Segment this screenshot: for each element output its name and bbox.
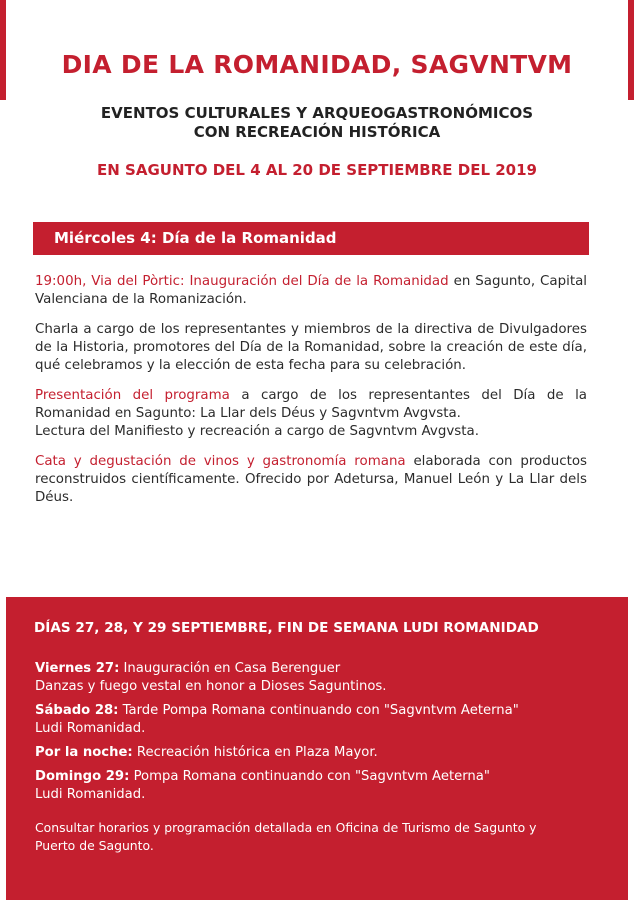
schedule-label: Domingo 29: xyxy=(35,769,130,784)
paragraph-inauguracion xyxy=(35,273,587,309)
schedule-label: Por la noche: xyxy=(35,745,133,760)
schedule-label: Sábado 28: xyxy=(35,703,119,718)
subtitle-line-2: CON RECREACIÓN HISTÓRICA xyxy=(193,123,441,141)
weekend-section xyxy=(6,597,628,900)
schedule-item-domingo xyxy=(35,768,530,804)
schedule-item-viernes xyxy=(35,660,530,696)
page-title: DIA DE LA ROMANIDAD, SAGVNTVM xyxy=(61,50,573,79)
day-1-content xyxy=(35,273,587,519)
schedule-text-line2: Danzas y fuego vestal en honor a Dioses Saguntinos. xyxy=(35,679,387,694)
day-heading-miercoles: Miércoles 4: Día de la Romanidad xyxy=(33,222,589,255)
info-note: Consultar horarios y programación detallada en Oficina de Turismo de Sagunto y Puerto de Sagunto. xyxy=(35,820,537,853)
paragraph-charla: Charla a cargo de los representantes y miembros de la directiva de Divulgadores de la Historia, promotores del Día de la Romanidad, sobre la creación de este día, qué celebramos y la elección de esta fecha para su celebración. xyxy=(35,322,587,373)
schedule-text-line2: Ludi Romanidad. xyxy=(35,787,146,802)
schedule-item-sabado xyxy=(35,702,530,738)
weekend-heading: DÍAS 27, 28, Y 29 SEPTIEMBRE, FIN DE SEMANA LUDI ROMANIDAD xyxy=(34,620,539,636)
paragraph-presentacion-text: a cargo de los representantes del Día de la Romanidad en Sagunto: La Llar dels Déus y Sagvntvm Avgvsta. xyxy=(35,388,588,421)
weekend-schedule xyxy=(35,660,530,810)
schedule-text-line2: Ludi Romanidad. xyxy=(35,721,146,736)
paragraph-cata xyxy=(35,453,587,507)
schedule-text: Tarde Pompa Romana continuando con "Sagvntvm Aeterna" xyxy=(118,703,519,718)
schedule-item-noche xyxy=(35,744,530,762)
subtitle-line-1: EVENTOS CULTURALES Y ARQUEOGASTRONÓMICOS xyxy=(100,104,534,122)
schedule-text: Pompa Romana continuando con "Sagvntvm Aeterna" xyxy=(129,769,490,784)
paragraph-inauguracion-text: en Sagunto, Capital Valenciana de la Romanización. xyxy=(35,274,587,307)
schedule-label: Viernes 27: xyxy=(35,661,120,676)
paragraph-cata-text: elaborada con productos reconstruidos científicamente. Ofrecido por Adetursa, Manuel León y La Llar dels Déus. xyxy=(35,454,587,505)
paragraph-lectura: Lectura del Manifiesto y recreación a cargo de Sagvntvm Avgvsta. xyxy=(35,424,479,439)
schedule-text: Recreación histórica en Plaza Mayor. xyxy=(132,745,378,760)
highlight-presentacion: Presentación del programa xyxy=(35,388,230,403)
schedule-text: Inauguración en Casa Berenguer xyxy=(119,661,341,676)
page-subtitle xyxy=(0,104,634,142)
paragraph-presentacion xyxy=(35,387,587,441)
highlight-inauguracion: 19:00h, Via del Pòrtic: Inauguración del Día de la Romanidad xyxy=(35,274,449,289)
highlight-cata: Cata y degustación de vinos y gastronomía romana xyxy=(35,454,406,469)
event-dates: EN SAGUNTO DEL 4 AL 20 DE SEPTIEMBRE DEL 2019 xyxy=(97,161,537,179)
